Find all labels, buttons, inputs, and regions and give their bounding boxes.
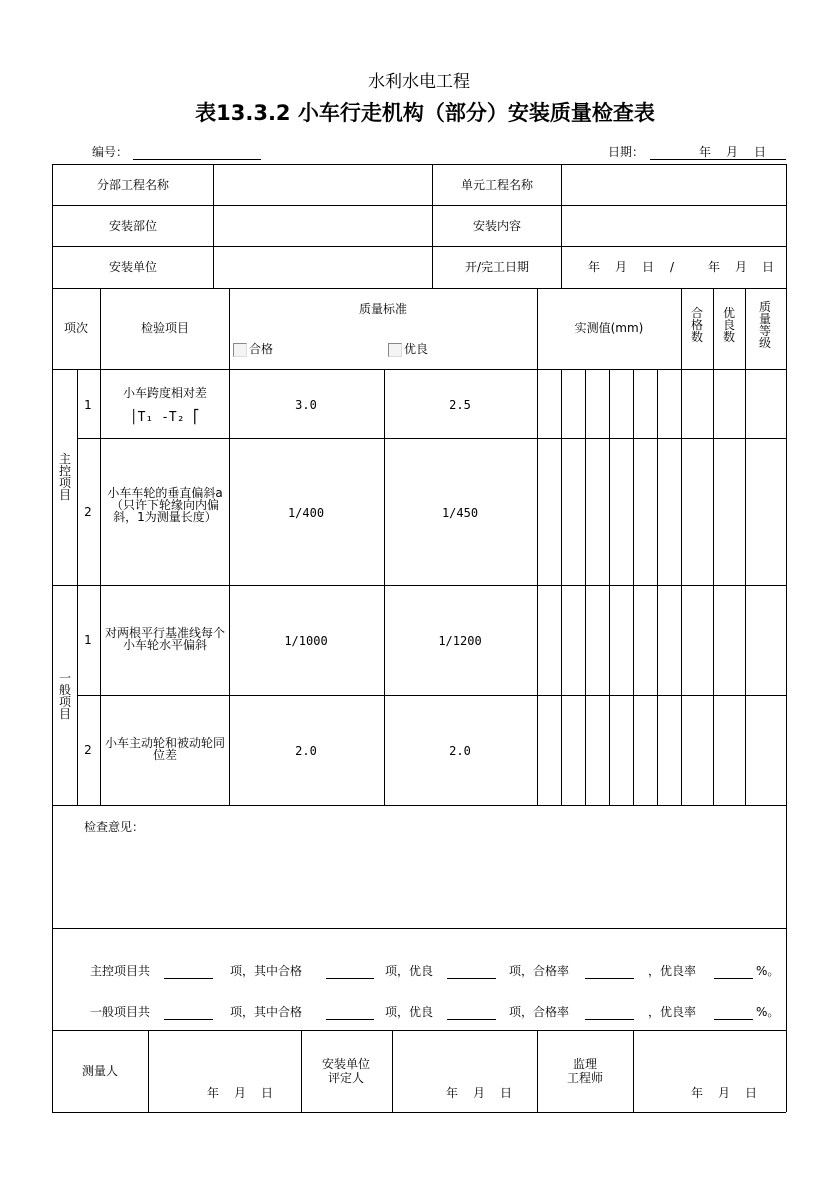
main-pass-rate-field[interactable] — [585, 978, 634, 979]
install-location-label: 安装部位 — [108, 219, 158, 233]
qualified-standard-value: 3.0 — [295, 398, 317, 412]
sub-project-label: 分部工程名称 — [96, 178, 170, 192]
supervisor-year: 年 — [691, 1086, 704, 1100]
qualified-standard-value: 2.0 — [295, 744, 317, 758]
inspection-item: 小车车轮的垂直偏斜a（只许下轮缘向内偏斜，1为测量长度） — [107, 486, 223, 524]
excellent-count-header: 优良数 — [722, 306, 735, 344]
general-percent: %。 — [756, 1005, 780, 1019]
start-month: 月 — [615, 260, 628, 274]
excellent-header: 优良 — [404, 342, 429, 356]
excellent-standard-value: 1/450 — [441, 506, 479, 520]
install-unit-input[interactable] — [214, 247, 431, 287]
document-subtitle: 水利水电工程 — [368, 72, 470, 92]
evaluator-month: 月 — [473, 1086, 486, 1100]
general-total-field[interactable] — [164, 1019, 213, 1020]
measurer-year: 年 — [207, 1086, 220, 1100]
date-separator: / — [670, 260, 675, 274]
document-title: 表13.3.2 小车行走机构（部分）安装质量检查表 — [195, 101, 655, 125]
number-label: 编号： — [92, 145, 129, 159]
date-day: 日 — [754, 145, 767, 159]
evaluator-day: 日 — [500, 1086, 513, 1100]
row-number: 2 — [84, 743, 92, 757]
inspection-item-formula: │T₁ -T₂ ⎡ — [129, 410, 201, 425]
excellent-standard-value: 1/1200 — [438, 634, 482, 648]
install-location-input[interactable] — [214, 206, 431, 246]
measurer-month: 月 — [234, 1086, 247, 1100]
excellent-checkbox[interactable] — [388, 343, 402, 357]
general-excellent-text: 项，优良 — [385, 1005, 434, 1019]
supervisor-label-2: 工程师 — [566, 1071, 604, 1085]
main-qualified-text: 项，其中合格 — [230, 964, 303, 978]
install-unit-label: 安装单位 — [108, 260, 158, 274]
install-unit-evaluator-label-2: 评定人 — [327, 1071, 365, 1085]
excellent-standard-value: 2.0 — [449, 744, 471, 758]
qualified-standard-value: 1/1000 — [284, 634, 328, 648]
opinion-label: 检查意见： — [84, 820, 145, 834]
end-day: 日 — [762, 260, 775, 274]
inspection-item: 小车跨度相对差 — [122, 386, 208, 400]
inspection-item: 小车主动轮和被动轮同位差 — [104, 736, 225, 762]
main-excellent-field[interactable] — [447, 978, 496, 979]
item-no-header: 项次 — [63, 321, 89, 335]
date-field[interactable] — [650, 159, 786, 160]
general-qualified-text: 项，其中合格 — [230, 1005, 303, 1019]
qualified-header: 合格 — [249, 342, 274, 356]
opinion-input[interactable] — [53, 840, 785, 926]
main-percent: %。 — [756, 964, 780, 978]
supervisor-signature[interactable] — [634, 1031, 785, 1111]
install-content-input[interactable] — [562, 206, 785, 246]
date-month: 月 — [726, 145, 739, 159]
main-excellent-rate-field[interactable] — [714, 978, 753, 979]
qualified-checkbox[interactable] — [233, 343, 247, 357]
general-items-group-label: 一般项目 — [58, 671, 71, 721]
date-range-field[interactable] — [562, 247, 785, 287]
measurer-label: 测量人 — [81, 1064, 119, 1078]
general-summary-prefix: 一般项目共 — [90, 1005, 151, 1019]
start-day: 日 — [642, 260, 655, 274]
main-summary-prefix: 主控项目共 — [90, 964, 151, 978]
general-pass-rate-text: 项，合格率 — [509, 1005, 570, 1019]
measured-header: 实测值(mm) — [574, 321, 644, 335]
number-field[interactable] — [133, 159, 261, 160]
end-year: 年 — [708, 260, 721, 274]
main-items-group-label: 主控项目 — [58, 452, 71, 502]
measurer-signature[interactable] — [149, 1031, 300, 1111]
install-content-label: 安装内容 — [472, 219, 522, 233]
main-total-field[interactable] — [164, 978, 213, 979]
general-pass-rate-field[interactable] — [585, 1019, 634, 1020]
inspection-item: 对两根平行基准线每个小车轮水平偏斜 — [104, 626, 225, 652]
inspection-item-header: 检验项目 — [140, 321, 190, 335]
general-excellent-rate-text: ，优良率 — [648, 1005, 697, 1019]
main-qualified-field[interactable] — [326, 978, 374, 979]
start-year: 年 — [588, 260, 601, 274]
excellent-standard-value: 2.5 — [449, 398, 471, 412]
evaluator-year: 年 — [446, 1086, 459, 1100]
main-excellent-rate-text: ，优良率 — [648, 964, 697, 978]
unit-project-label: 单元工程名称 — [460, 178, 534, 192]
supervisor-label-1: 监理 — [572, 1057, 598, 1071]
supervisor-month: 月 — [718, 1086, 731, 1100]
main-pass-rate-text: 项，合格率 — [509, 964, 570, 978]
general-excellent-field[interactable] — [447, 1019, 496, 1020]
sub-project-input[interactable] — [214, 165, 431, 205]
install-unit-evaluator-label-1: 安装单位 — [321, 1057, 371, 1071]
general-qualified-field[interactable] — [326, 1019, 374, 1020]
row-number: 2 — [84, 505, 92, 519]
main-excellent-text: 项，优良 — [385, 964, 434, 978]
general-excellent-rate-field[interactable] — [714, 1019, 753, 1020]
install-unit-evaluator-signature[interactable] — [393, 1031, 536, 1111]
qualified-standard-value: 1/400 — [287, 506, 325, 520]
quality-standard-header: 质量标准 — [358, 302, 408, 316]
row-number: 1 — [84, 398, 92, 412]
measured-values-area[interactable] — [538, 370, 680, 804]
row-number: 1 — [84, 633, 92, 647]
date-range-label: 开/完工日期 — [464, 260, 530, 274]
measurer-day: 日 — [261, 1086, 274, 1100]
unit-project-input[interactable] — [562, 165, 785, 205]
supervisor-day: 日 — [745, 1086, 758, 1100]
quality-grade-header: 质量等级 — [758, 300, 771, 350]
end-month: 月 — [735, 260, 748, 274]
date-label: 日期： — [608, 145, 645, 159]
qualified-count-header: 合格数 — [690, 306, 703, 344]
date-year: 年 — [699, 145, 712, 159]
